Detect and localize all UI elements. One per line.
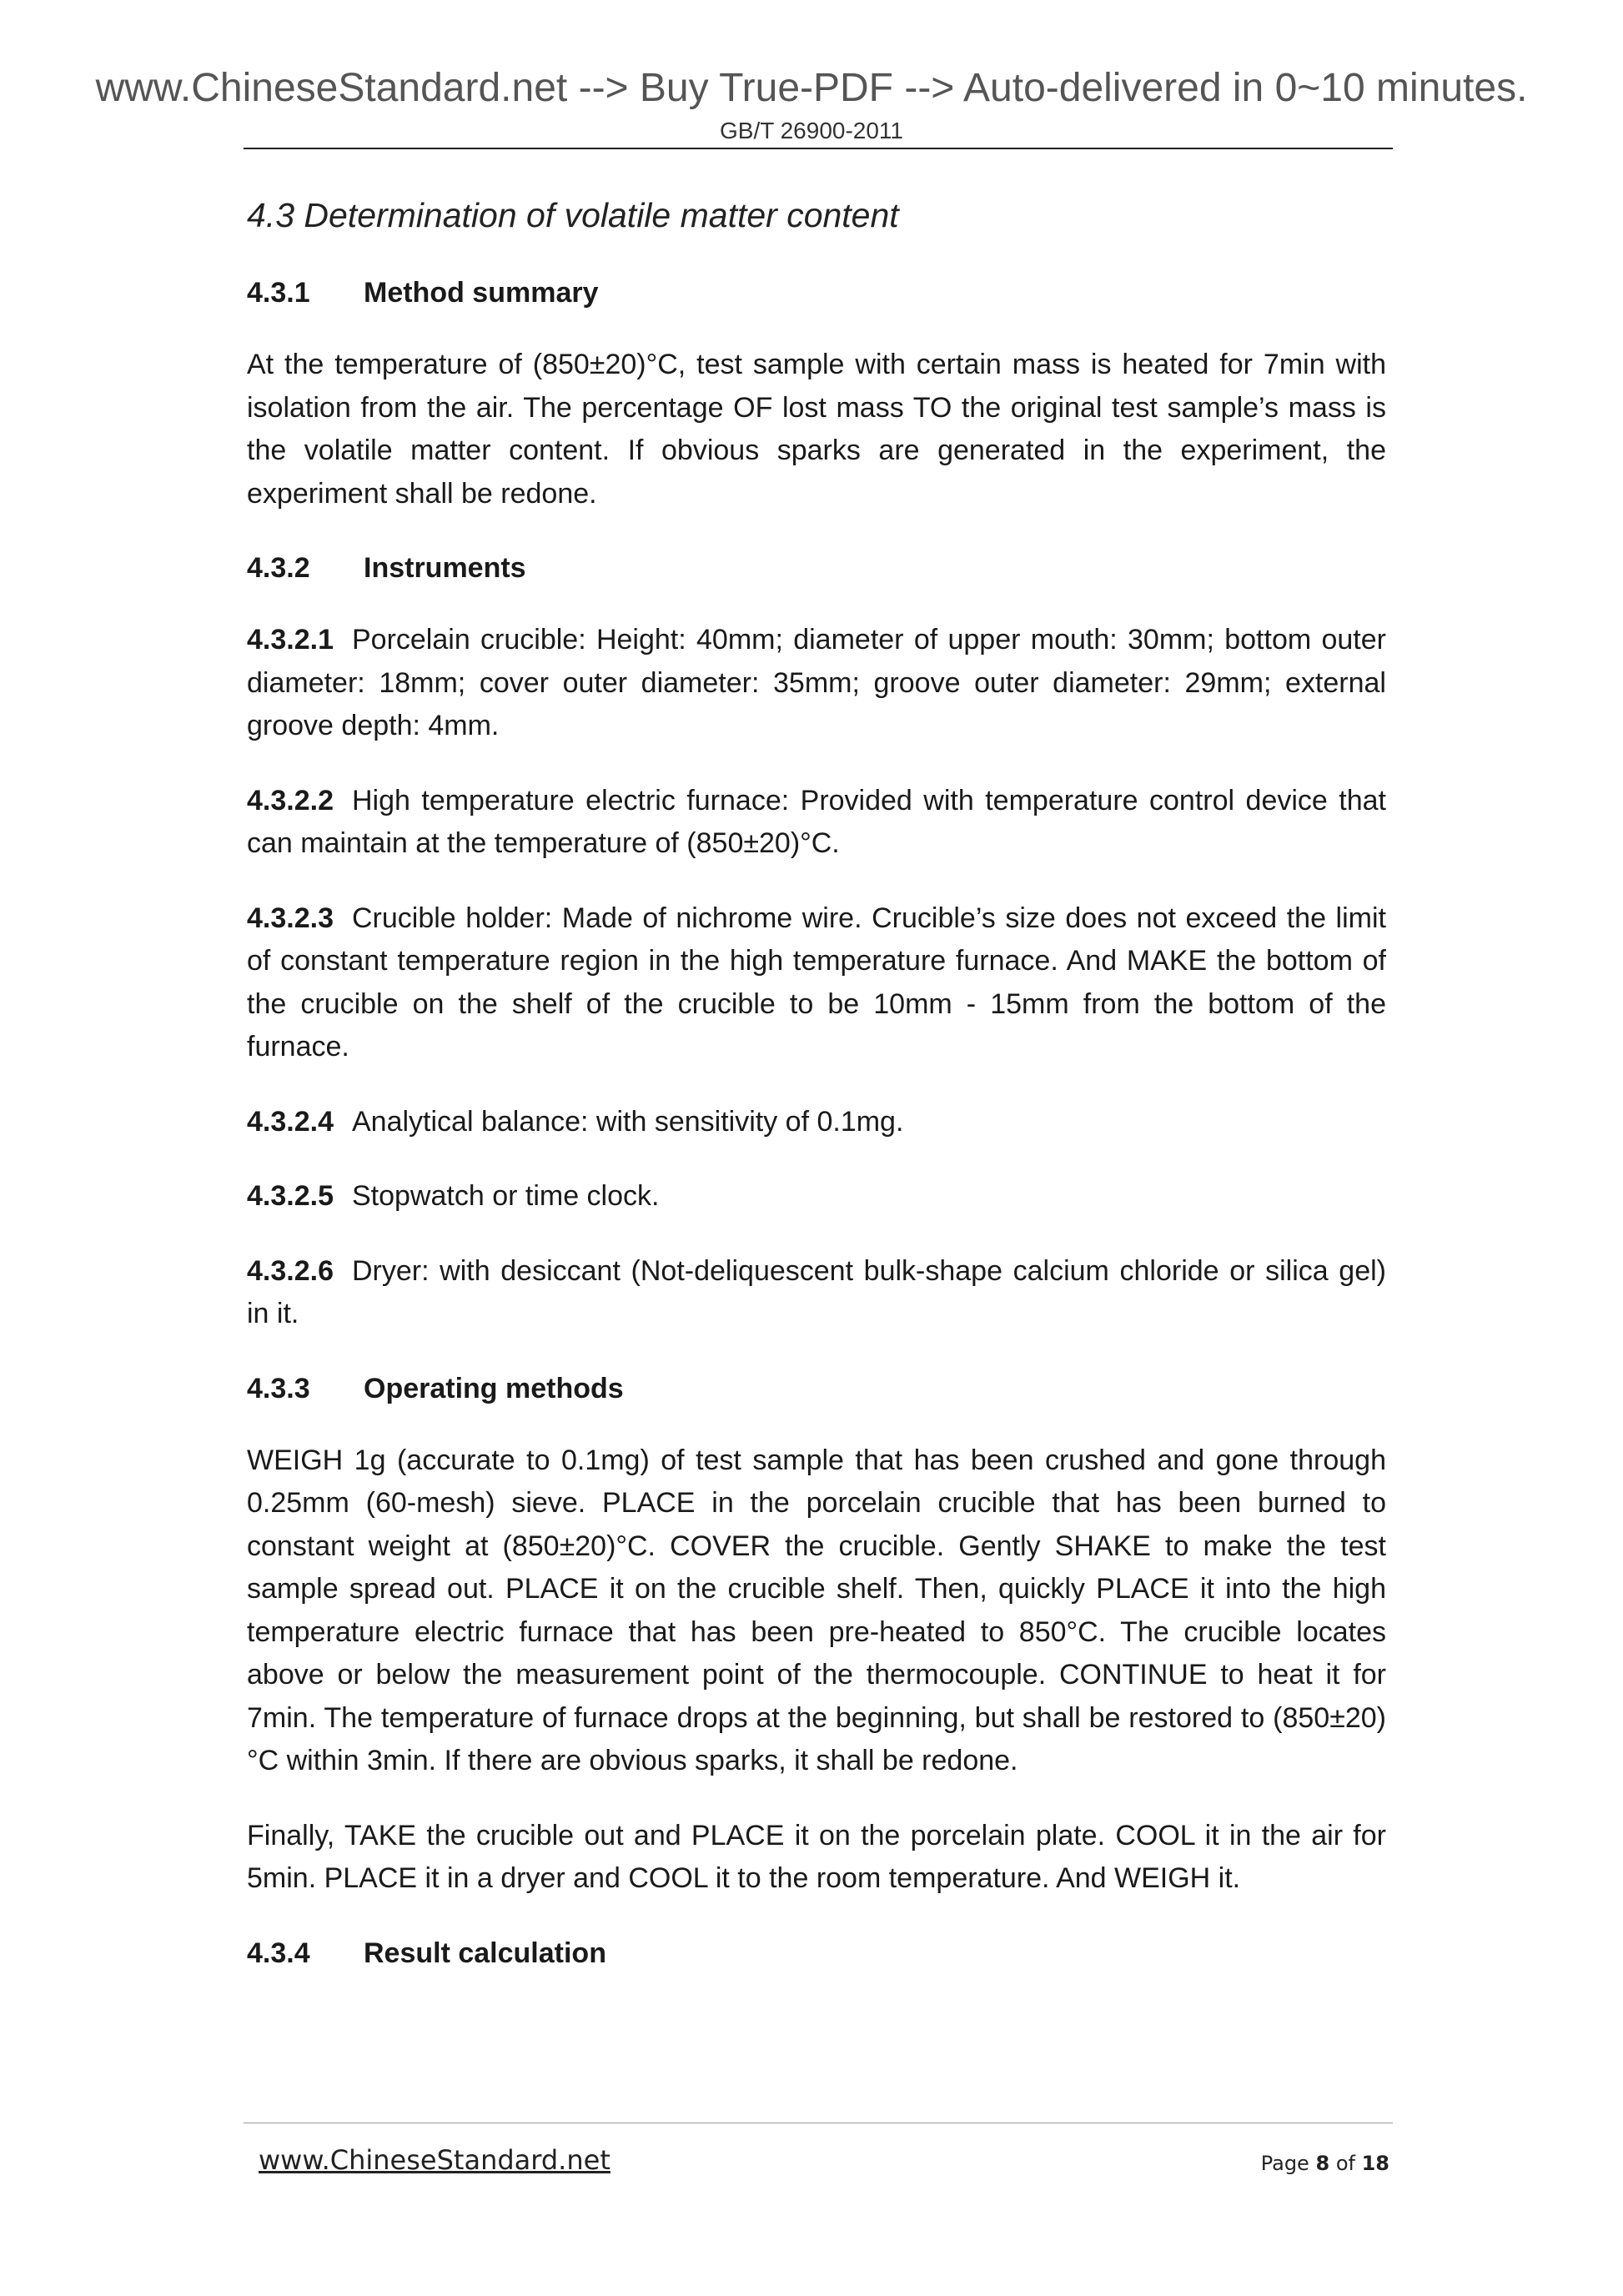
standard-code: GB/T 26900-2011 bbox=[719, 118, 903, 143]
clause-text: Stopwatch or time clock. bbox=[351, 1180, 660, 1212]
heading-text: Result calculation bbox=[364, 1937, 606, 1969]
header-divider bbox=[244, 148, 1393, 149]
clause-number: 4.3.2.1 bbox=[247, 624, 334, 656]
clause-text: Analytical balance: with sensitivity of 0.1mg. bbox=[351, 1105, 904, 1138]
heading-number: 4.3.1 bbox=[247, 277, 310, 309]
header-banner: www.ChineseStandard.net --> Buy True-PDF --> Auto-delivered in 0~10 minutes. bbox=[95, 66, 1528, 110]
clause-4-3-2-5 bbox=[247, 1175, 1386, 1218]
clause-4-3-2-6 bbox=[247, 1250, 1386, 1336]
clause-number: 4.3.2.4 bbox=[247, 1105, 334, 1138]
page-total: 18 bbox=[1361, 2152, 1389, 2175]
clause-text: High temperature electric furnace: Provided with temperature control device that can maintain at the temperature of (850±20)°C. bbox=[247, 784, 1386, 859]
heading-4-3-2 bbox=[247, 547, 1386, 589]
clause-4-3-2-1 bbox=[247, 619, 1386, 748]
page-current: 8 bbox=[1315, 2152, 1330, 2175]
method-summary-paragraph: At the temperature of (850±20)°C, test sample with certain mass is heated for 7min with isolation from the air. The percentage OF lost mass TO the original test sample’s mass is the volatile matter content. If obvious sparks are generated in the experiment, the experiment shall be redone. bbox=[247, 349, 1386, 510]
clause-text: Crucible holder: Made of nichrome wire. Crucible’s size does not exceed the limit of constant temperature region in the high temperature furnace. And MAKE the bottom of the crucible on the shelf of the crucible to be 10mm - 15mm from the bottom of the furnace. bbox=[247, 902, 1386, 1063]
clause-text: Porcelain crucible: Height: 40mm; diameter of upper mouth: 30mm; bottom outer diameter: 18mm; cover outer diameter: 35mm; groove outer diameter: 29mm; external groove depth: 4mm. bbox=[247, 624, 1386, 741]
clause-number: 4.3.2.5 bbox=[247, 1180, 334, 1212]
page-prefix: Page bbox=[1260, 2152, 1309, 2175]
heading-number: 4.3.3 bbox=[247, 1372, 310, 1404]
heading-4-3-4 bbox=[247, 1932, 1386, 1974]
clause-number: 4.3.2.6 bbox=[247, 1254, 334, 1287]
clause-text: Dryer: with desiccant (Not-deliquescent bulk-shape calcium chloride or silica gel) in it. bbox=[247, 1254, 1386, 1329]
heading-text: Instruments bbox=[364, 552, 526, 584]
heading-text: Method summary bbox=[364, 277, 599, 309]
heading-text: Operating methods bbox=[364, 1372, 624, 1404]
clause-4-3-2-3 bbox=[247, 897, 1386, 1069]
operating-methods-paragraph-1: WEIGH 1g (accurate to 0.1mg) of test sample that has been crushed and gone through 0.25mm (60-mesh) sieve. PLACE in the porcelain crucible that has been burned to constant weight at (850±20)°C. COVER the crucible. Gently SHAKE to make the test sample spread out. PLACE it on the crucible shelf. Then, quickly PLACE it into the high temperature electric furnace that has been pre-heated to 850°C. The crucible locates above or below the measurement point of the thermocouple. CONTINUE to heat it for 7min. The temperature of furnace drops at the beginning, but shall be restored to (850±20)°C within 3min. If there are obvious sparks, it shall be redone. bbox=[247, 1444, 1386, 1776]
page-of: of bbox=[1335, 2152, 1355, 2175]
clause-number: 4.3.2.2 bbox=[247, 784, 334, 816]
heading-4-3-3 bbox=[247, 1368, 1386, 1409]
operating-methods-paragraph-2: Finally, TAKE the crucible out and PLACE it on the porcelain plate. COOL it in the air for 5min. PLACE it in a dryer and COOL it to the room temperature. And WEIGH it. bbox=[247, 1819, 1386, 1894]
heading-number: 4.3.2 bbox=[247, 552, 310, 584]
clause-4-3-2-2 bbox=[247, 780, 1386, 866]
clause-number: 4.3.2.3 bbox=[247, 902, 334, 934]
clause-4-3-2-4 bbox=[247, 1101, 1386, 1144]
section-title: 4.3 Determination of volatile matter content bbox=[247, 196, 899, 234]
heading-number: 4.3.4 bbox=[247, 1937, 310, 1969]
page-number bbox=[1261, 2150, 1389, 2177]
footer-website-link[interactable]: www.ChineseStandard.net bbox=[259, 2144, 611, 2176]
heading-4-3-1 bbox=[247, 272, 1386, 314]
document-body bbox=[247, 192, 1386, 2004]
